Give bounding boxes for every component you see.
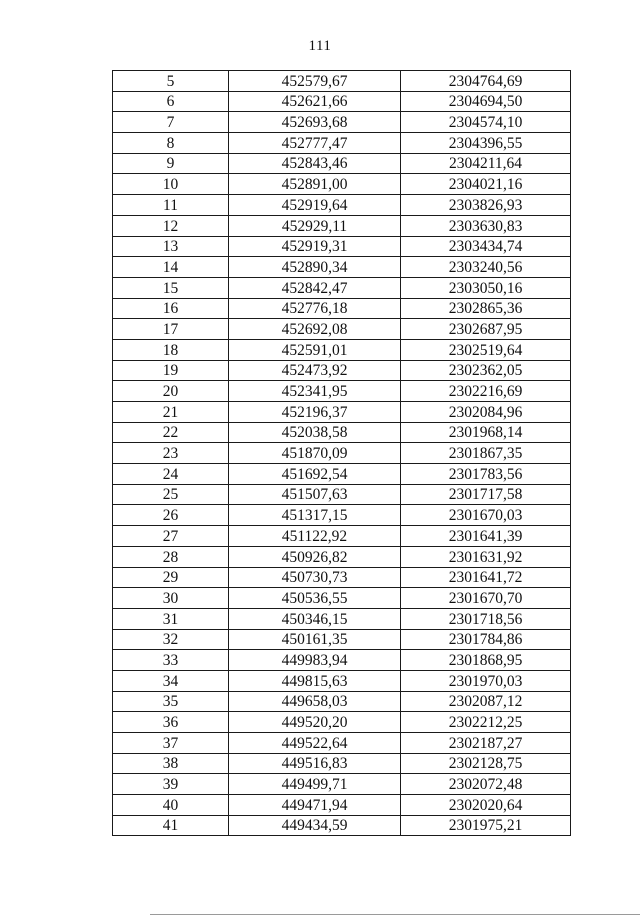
x-coordinate-cell: 451317,15	[229, 505, 401, 526]
x-coordinate-cell: 449983,94	[229, 650, 401, 671]
table-row	[113, 195, 571, 216]
point-number-cell: 30	[113, 588, 229, 609]
y-coordinate-cell: 2302072,48	[401, 774, 571, 795]
x-coordinate-cell: 452473,92	[229, 360, 401, 381]
point-number-cell: 15	[113, 277, 229, 298]
y-coordinate-cell: 2304396,55	[401, 133, 571, 154]
point-number-cell: 12	[113, 215, 229, 236]
table-row	[113, 339, 571, 360]
y-coordinate-cell: 2304764,69	[401, 71, 571, 92]
coordinates-table-body	[113, 71, 571, 836]
x-coordinate-cell: 451870,09	[229, 443, 401, 464]
y-coordinate-cell: 2301867,35	[401, 443, 571, 464]
y-coordinate-cell: 2302128,75	[401, 753, 571, 774]
y-coordinate-cell: 2301975,21	[401, 815, 571, 836]
x-coordinate-cell: 452919,31	[229, 236, 401, 257]
x-coordinate-cell: 449815,63	[229, 670, 401, 691]
y-coordinate-cell: 2304694,50	[401, 91, 571, 112]
point-number-cell: 25	[113, 484, 229, 505]
x-coordinate-cell: 452919,64	[229, 195, 401, 216]
table-row	[113, 815, 571, 836]
x-coordinate-cell: 452843,46	[229, 153, 401, 174]
x-coordinate-cell: 449520,20	[229, 712, 401, 733]
table-row	[113, 546, 571, 567]
point-number-cell: 37	[113, 733, 229, 754]
y-coordinate-cell: 2301783,56	[401, 464, 571, 485]
point-number-cell: 35	[113, 691, 229, 712]
x-coordinate-cell: 451122,92	[229, 526, 401, 547]
y-coordinate-cell: 2301784,86	[401, 629, 571, 650]
x-coordinate-cell: 450730,73	[229, 567, 401, 588]
y-coordinate-cell: 2302187,27	[401, 733, 571, 754]
y-coordinate-cell: 2301968,14	[401, 422, 571, 443]
table-row	[113, 691, 571, 712]
point-number-cell: 8	[113, 133, 229, 154]
table-row	[113, 381, 571, 402]
y-coordinate-cell: 2301631,92	[401, 546, 571, 567]
point-number-cell: 18	[113, 339, 229, 360]
x-coordinate-cell: 452929,11	[229, 215, 401, 236]
point-number-cell: 31	[113, 608, 229, 629]
point-number-cell: 6	[113, 91, 229, 112]
x-coordinate-cell: 449658,03	[229, 691, 401, 712]
point-number-cell: 27	[113, 526, 229, 547]
table-row	[113, 629, 571, 650]
point-number-cell: 38	[113, 753, 229, 774]
table-row	[113, 733, 571, 754]
y-coordinate-cell: 2303826,93	[401, 195, 571, 216]
point-number-cell: 23	[113, 443, 229, 464]
table-row	[113, 484, 571, 505]
x-coordinate-cell: 452692,08	[229, 319, 401, 340]
y-coordinate-cell: 2301670,03	[401, 505, 571, 526]
x-coordinate-cell: 451507,63	[229, 484, 401, 505]
point-number-cell: 39	[113, 774, 229, 795]
table-row	[113, 298, 571, 319]
y-coordinate-cell: 2301670,70	[401, 588, 571, 609]
table-row	[113, 360, 571, 381]
x-coordinate-cell: 452579,67	[229, 71, 401, 92]
x-coordinate-cell: 452591,01	[229, 339, 401, 360]
x-coordinate-cell: 449471,94	[229, 795, 401, 816]
point-number-cell: 36	[113, 712, 229, 733]
table-row	[113, 71, 571, 92]
y-coordinate-cell: 2302216,69	[401, 381, 571, 402]
x-coordinate-cell: 449516,83	[229, 753, 401, 774]
table-row	[113, 215, 571, 236]
point-number-cell: 5	[113, 71, 229, 92]
x-coordinate-cell: 452038,58	[229, 422, 401, 443]
point-number-cell: 34	[113, 670, 229, 691]
x-coordinate-cell: 449522,64	[229, 733, 401, 754]
y-coordinate-cell: 2304021,16	[401, 174, 571, 195]
y-coordinate-cell: 2302687,95	[401, 319, 571, 340]
point-number-cell: 26	[113, 505, 229, 526]
coordinates-table	[112, 70, 571, 836]
y-coordinate-cell: 2301718,56	[401, 608, 571, 629]
table-row	[113, 567, 571, 588]
x-coordinate-cell: 452890,34	[229, 257, 401, 278]
x-coordinate-cell: 452621,66	[229, 91, 401, 112]
y-coordinate-cell: 2302020,64	[401, 795, 571, 816]
x-coordinate-cell: 452842,47	[229, 277, 401, 298]
x-coordinate-cell: 452777,47	[229, 133, 401, 154]
y-coordinate-cell: 2302087,12	[401, 691, 571, 712]
point-number-cell: 20	[113, 381, 229, 402]
table-row	[113, 443, 571, 464]
table-row	[113, 774, 571, 795]
table-row	[113, 319, 571, 340]
y-coordinate-cell: 2302212,25	[401, 712, 571, 733]
point-number-cell: 17	[113, 319, 229, 340]
table-row	[113, 464, 571, 485]
x-coordinate-cell: 452341,95	[229, 381, 401, 402]
point-number-cell: 19	[113, 360, 229, 381]
point-number-cell: 29	[113, 567, 229, 588]
page-number: 111	[308, 38, 332, 54]
table-row	[113, 608, 571, 629]
point-number-cell: 22	[113, 422, 229, 443]
x-coordinate-cell: 452196,37	[229, 402, 401, 423]
table-row	[113, 670, 571, 691]
point-number-cell: 41	[113, 815, 229, 836]
table-row	[113, 422, 571, 443]
point-number-cell: 7	[113, 112, 229, 133]
y-coordinate-cell: 2302865,36	[401, 298, 571, 319]
y-coordinate-cell: 2303630,83	[401, 215, 571, 236]
x-coordinate-cell: 450346,15	[229, 608, 401, 629]
point-number-cell: 11	[113, 195, 229, 216]
y-coordinate-cell: 2302519,64	[401, 339, 571, 360]
x-coordinate-cell: 452693,68	[229, 112, 401, 133]
y-coordinate-cell: 2303240,56	[401, 257, 571, 278]
x-coordinate-cell: 452891,00	[229, 174, 401, 195]
y-coordinate-cell: 2301641,39	[401, 526, 571, 547]
table-row	[113, 112, 571, 133]
y-coordinate-cell: 2304574,10	[401, 112, 571, 133]
y-coordinate-cell: 2301868,95	[401, 650, 571, 671]
x-coordinate-cell: 450161,35	[229, 629, 401, 650]
x-coordinate-cell: 449434,59	[229, 815, 401, 836]
table-row	[113, 505, 571, 526]
x-coordinate-cell: 449499,71	[229, 774, 401, 795]
y-coordinate-cell: 2301717,58	[401, 484, 571, 505]
table-row	[113, 712, 571, 733]
table-row	[113, 133, 571, 154]
table-row	[113, 795, 571, 816]
point-number-cell: 9	[113, 153, 229, 174]
y-coordinate-cell: 2302084,96	[401, 402, 571, 423]
y-coordinate-cell: 2301970,03	[401, 670, 571, 691]
table-row	[113, 257, 571, 278]
y-coordinate-cell: 2303050,16	[401, 277, 571, 298]
y-coordinate-cell: 2301641,72	[401, 567, 571, 588]
point-number-cell: 16	[113, 298, 229, 319]
x-coordinate-cell: 452776,18	[229, 298, 401, 319]
table-row	[113, 91, 571, 112]
point-number-cell: 24	[113, 464, 229, 485]
x-coordinate-cell: 450536,55	[229, 588, 401, 609]
y-coordinate-cell: 2303434,74	[401, 236, 571, 257]
table-row	[113, 588, 571, 609]
y-coordinate-cell: 2304211,64	[401, 153, 571, 174]
table-row	[113, 277, 571, 298]
point-number-cell: 32	[113, 629, 229, 650]
point-number-cell: 14	[113, 257, 229, 278]
table-row	[113, 753, 571, 774]
point-number-cell: 40	[113, 795, 229, 816]
point-number-cell: 33	[113, 650, 229, 671]
table-row	[113, 650, 571, 671]
table-row	[113, 402, 571, 423]
table-row	[113, 174, 571, 195]
y-coordinate-cell: 2302362,05	[401, 360, 571, 381]
x-coordinate-cell: 450926,82	[229, 546, 401, 567]
scan-edge-line	[150, 914, 640, 915]
point-number-cell: 13	[113, 236, 229, 257]
table-row	[113, 153, 571, 174]
table-row	[113, 236, 571, 257]
table-row	[113, 526, 571, 547]
x-coordinate-cell: 451692,54	[229, 464, 401, 485]
point-number-cell: 10	[113, 174, 229, 195]
point-number-cell: 21	[113, 402, 229, 423]
point-number-cell: 28	[113, 546, 229, 567]
